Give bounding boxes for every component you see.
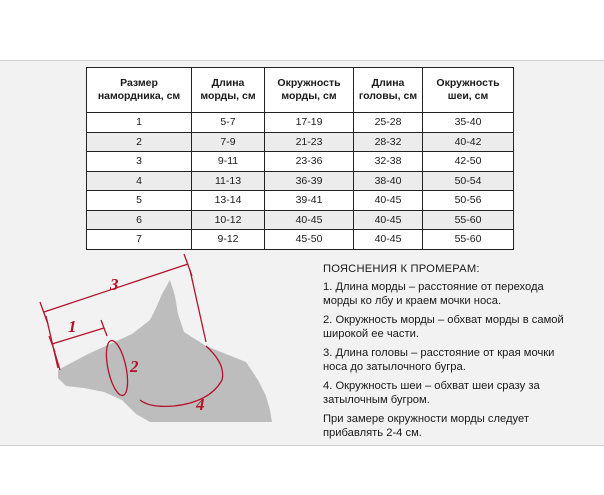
snout-length-line: [52, 328, 104, 344]
cell-size: 5: [87, 191, 192, 211]
cell-neck-girth: 55-60: [423, 210, 514, 230]
cell-head-length: 40-45: [354, 230, 423, 250]
header-head-length: Длина головы, см: [354, 68, 423, 113]
note-snout-girth: 2. Окружность морды – обхват морды в самой широкой ее части.: [323, 314, 564, 340]
cell-snout-length: 13-14: [192, 191, 265, 211]
cell-snout-length: 5-7: [192, 113, 265, 133]
note-neck-girth: 4. Окружность шеи – обхват шеи сразу за затылочным бугром.: [323, 380, 540, 406]
table-row: [87, 152, 514, 172]
label-head-length: 3: [110, 275, 119, 294]
measurement-notes: [323, 262, 568, 445]
cell-head-length: 38-40: [354, 171, 423, 191]
cell-head-length: 25-28: [354, 113, 423, 133]
table-row: [87, 191, 514, 211]
header-snout-length: Длина морды, см: [192, 68, 265, 113]
cell-snout-girth: 36-39: [265, 171, 354, 191]
cell-snout-girth: 21-23: [265, 132, 354, 152]
cell-snout-girth: 17-19: [265, 113, 354, 133]
cell-head-length: 40-45: [354, 191, 423, 211]
header-neck-girth: Окружность шеи, см: [423, 68, 514, 113]
table-row: [87, 210, 514, 230]
cell-snout-length: 9-11: [192, 152, 265, 172]
cell-head-length: 28-32: [354, 132, 423, 152]
cell-neck-girth: 35-40: [423, 113, 514, 133]
cell-size: 7: [87, 230, 192, 250]
note-head-length: 3. Длина головы – расстояние от края мочки носа до затылочного бугра.: [323, 347, 555, 373]
cell-snout-girth: 39-41: [265, 191, 354, 211]
cell-snout-girth: 23-36: [265, 152, 354, 172]
table-row: [87, 132, 514, 152]
label-neck-girth: 4: [196, 395, 205, 414]
label-snout-length: 1: [68, 317, 77, 336]
snout-length-guide: [54, 350, 60, 370]
header-snout-girth: Окружность морды, см: [265, 68, 354, 113]
cell-snout-girth: 40-45: [265, 210, 354, 230]
cell-size: 3: [87, 152, 192, 172]
table-header-row: [87, 68, 514, 113]
note-snout-length: 1. Длина морды – расстояние от перехода морды ко лбу и краем мочки носа.: [323, 281, 544, 307]
cell-head-length: 40-45: [354, 210, 423, 230]
note-girth-allowance: При замере окружности морды следует прибавлять 2-4 см.: [323, 413, 529, 439]
table-row: [87, 171, 514, 191]
dog-head-diagram: [0, 250, 310, 440]
dog-head-silhouette: [58, 280, 272, 422]
cell-neck-girth: 40-42: [423, 132, 514, 152]
cell-head-length: 32-38: [354, 152, 423, 172]
cell-snout-length: 9-12: [192, 230, 265, 250]
cell-snout-length: 10-12: [192, 210, 265, 230]
table-row: [87, 113, 514, 133]
cell-snout-girth: 45-50: [265, 230, 354, 250]
label-snout-girth: 2: [130, 357, 139, 376]
cell-size: 4: [87, 171, 192, 191]
head-length-guide-right: [190, 270, 206, 342]
cell-snout-length: 7-9: [192, 132, 265, 152]
muzzle-size-table: [86, 67, 514, 250]
table-row: [87, 230, 514, 250]
cell-neck-girth: 50-56: [423, 191, 514, 211]
cell-neck-girth: 42-50: [423, 152, 514, 172]
cell-snout-length: 11-13: [192, 171, 265, 191]
cell-neck-girth: 50-54: [423, 171, 514, 191]
cell-size: 2: [87, 132, 192, 152]
cell-size: 6: [87, 210, 192, 230]
notes-title: ПОЯСНЕНИЯ К ПРОМЕРАМ:: [323, 263, 480, 275]
header-muzzle-size: Размер намордника, см: [87, 68, 192, 113]
cell-size: 1: [87, 113, 192, 133]
cell-neck-girth: 55-60: [423, 230, 514, 250]
head-length-guide-left: [46, 316, 58, 368]
